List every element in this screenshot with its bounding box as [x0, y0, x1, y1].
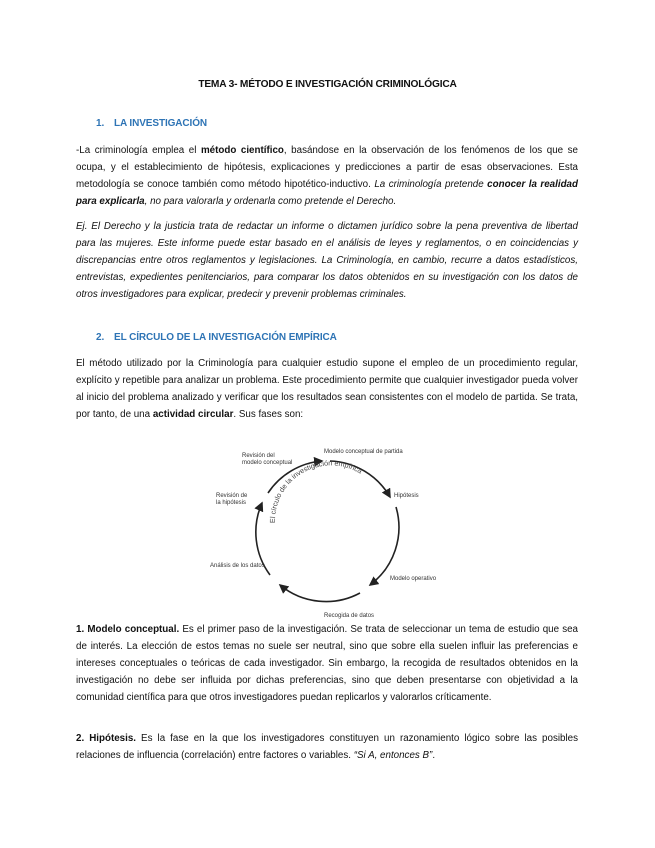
stage-modelo-conceptual: Modelo conceptual de partida	[324, 449, 403, 455]
document-title: TEMA 3- MÉTODO E INVESTIGACIÓN CRIMINOLÓGICA	[198, 79, 457, 90]
stage-modelo-operativo: Modelo operativo	[390, 576, 437, 582]
text-run: El método utilizado por la Criminología para cualquier estudio supone el empleo de un procedimiento regular, explícito y repetible para analizar un problema. Este procedimiento permite que cualquier investigador pueda volver al inicio del problema analizado y verificar que los resultados sean consistentes con el modelo de partida. Se trata, por tanto, de una	[76, 358, 578, 420]
italic-run: , no para valorarla y ordenarla como pretende el Derecho.	[144, 195, 397, 207]
bold-italic-run: conocer la realidad para explicarla	[76, 178, 578, 207]
stage-revision-hipotesis-line2: la hipótesis	[216, 500, 247, 506]
phase-quote: “Si A, entonces B”	[353, 749, 433, 761]
cycle-arrow	[370, 507, 399, 585]
text-run: , basándose en la observación de los fenómenos de los que se ocupa, y el establecimiento de hipótesis, explicaciones y predicciones a partir de esas observaciones. Esta metodología se conoce también como método hipotético-inductivo.	[76, 145, 578, 190]
stage-revision-hipotesis-line1: Revisión de	[216, 493, 248, 499]
text-run: -La criminología emplea el	[76, 145, 201, 156]
stage-revision-modelo-line2: modelo conceptual	[242, 460, 293, 466]
paragraph-phase-2	[76, 731, 578, 765]
research-cycle-diagram	[200, 437, 460, 621]
paragraph-method	[76, 143, 578, 211]
paragraph-example: Ej. El Derecho y la justicia trata de redactar un informe o dictamen jurídico sobre la pena preventiva de libertad para las mujeres. Este informe puede estar basado en el análisis de leyes y reglamentos, o en coincidencias y discrepancias entre otros reglamentos y legislaciones. La Criminología, en cambio, recurre a datos estadísticos, entrevistas, expedientes penitenciarios, para comparar los datos obtenidos en su investigación con los datos de otros investigadores para explicar, predecir y prevenir problemas criminales.	[76, 221, 578, 300]
section-heading-1	[96, 118, 207, 129]
section-number: 2.	[96, 332, 105, 343]
section-title: EL CÍRCULO DE LA INVESTIGACIÓN EMPÍRICA	[114, 332, 337, 343]
stage-analisis-datos: Análisis de los datos	[210, 563, 265, 569]
section-heading-2	[96, 332, 337, 343]
phase-text-end: .	[432, 749, 436, 761]
phase-label: 1. Modelo conceptual.	[76, 624, 180, 635]
phase-label: 2. Hipótesis.	[76, 733, 137, 744]
paragraph-phase-1	[76, 622, 578, 707]
paragraph-circle-intro	[76, 356, 578, 424]
stage-hipotesis: Hipótesis	[394, 493, 419, 499]
cycle-arrow	[280, 585, 360, 602]
stage-revision-modelo-line1: Revisión del	[242, 453, 275, 459]
diagram-center-label: El círculo de la investigación empírica	[267, 458, 364, 524]
phase-text: Es el primer paso de la investigación. Se trata de seleccionar un tema de estudio que sea de interés. La elección de estos temas no suele ser neutral, sino que sobre ella suelen influir las preferencias e intereses conceptuales o teóricas de cada investigador. Sin embargo, la recogida de resultados obtenidos en la investigación no debe ser influida por dichas preferencias, sino que deben presentarse con objetividad a la comunidad científica para que otros investigadores puedan replicarlos y valorarlos críticamente.	[76, 624, 579, 703]
bold-run: método científico	[200, 145, 284, 156]
stage-recogida-datos: Recogida de datos	[324, 613, 375, 619]
text-run: . Sus fases son:	[233, 408, 304, 420]
italic-run: La criminología pretende	[374, 178, 488, 190]
section-number: 1.	[96, 118, 105, 129]
phase-text: Es la fase en la que los investigadores constituyen un razonamiento lógico sobre las posibles relaciones de influencia (correlación) entre factores o variables.	[76, 733, 579, 761]
bold-run: actividad circular	[152, 408, 234, 420]
section-title: LA INVESTIGACIÓN	[114, 118, 208, 129]
